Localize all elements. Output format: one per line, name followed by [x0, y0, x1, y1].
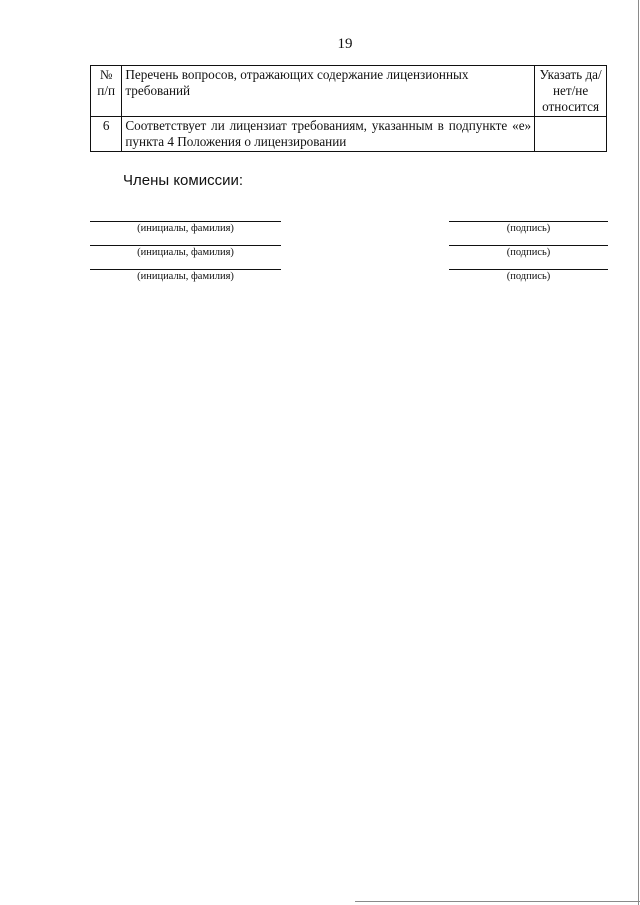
name-line-2: [90, 245, 281, 246]
signature-line-1: [449, 221, 608, 222]
signature-line-2: [449, 245, 608, 246]
row-question: Соответствует ли лицензиат требованиям, указанным в подпункте «е» пункта 4 Положения о лицензировании: [122, 117, 535, 152]
scan-edge-right: [638, 0, 639, 905]
signature-caption-2: (подпись): [506, 247, 551, 258]
row-answer-cell[interactable]: [535, 117, 607, 152]
name-caption-1: (инициалы, фамилия): [137, 223, 234, 234]
header-question-list: Перечень вопросов, отражающих содержание лицензионных требований: [122, 66, 535, 117]
page-number: 19: [337, 36, 353, 52]
name-caption-3: (инициалы, фамилия): [137, 271, 234, 282]
name-line-1: [90, 221, 281, 222]
commission-heading: Члены комиссии:: [123, 172, 244, 189]
name-line-3: [90, 269, 281, 270]
signature-line-3: [449, 269, 608, 270]
row-number: 6: [91, 117, 122, 152]
table-row: [91, 117, 607, 152]
signature-caption-3: (подпись): [506, 271, 551, 282]
header-answer: Указать да/нет/не относится: [535, 66, 607, 117]
scan-edge-bottom: [355, 901, 640, 902]
requirements-table: [90, 65, 607, 152]
signature-caption-1: (подпись): [506, 223, 551, 234]
table-header-row: [91, 66, 607, 117]
name-caption-2: (инициалы, фамилия): [137, 247, 234, 258]
header-number: № п/п: [91, 66, 122, 117]
